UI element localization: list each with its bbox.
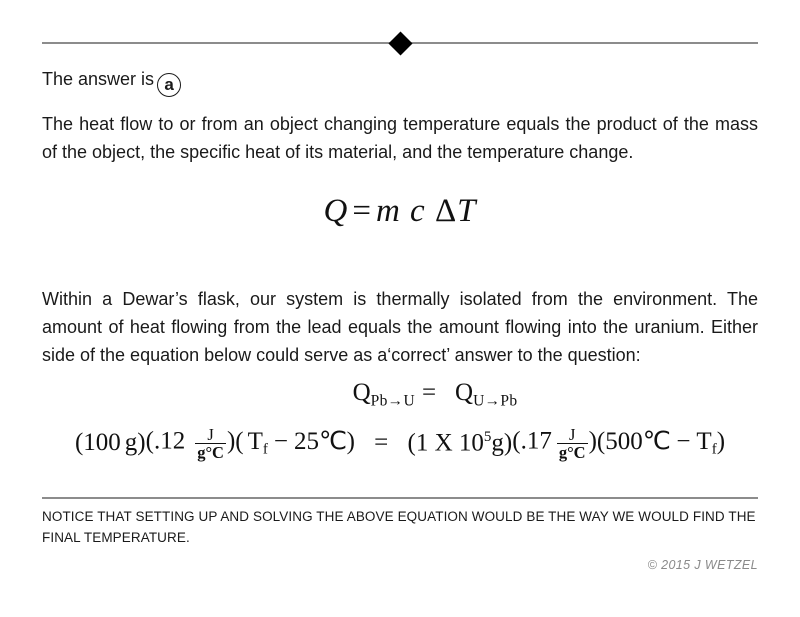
top-divider (42, 42, 758, 44)
left-mass-value: 100 (83, 428, 121, 456)
numeric-right-specific-heat-group: (.17 $\frac{J}{g^\circ C}$ ) (512, 425, 597, 463)
right-temp-initial: 500 (605, 428, 643, 456)
right-mass-exponent: 5 (483, 428, 492, 445)
numeric-left-specific-heat-group: (.12 $\frac{J}{g^\circ C}$ ) (145, 425, 236, 463)
right-specific-heat-unit (557, 426, 588, 461)
right-unit-numerator: J (568, 425, 576, 444)
right-temp-final: T (696, 428, 712, 456)
right-mass-unit: g (491, 428, 504, 456)
numeric-right-temp-group: (500℃ − $T_f$) (596, 428, 726, 458)
footer-divider (42, 497, 758, 499)
answer-prefix: The answer is (42, 69, 155, 89)
numeric-left-side: (100 g) (74, 428, 146, 456)
right-specific-heat-value: .17 (520, 427, 552, 455)
copyright-notice: © 2015 J WETZEL (647, 558, 758, 572)
main-equation (0, 193, 800, 230)
right-minus-sign: − (676, 428, 691, 456)
explanation-paragraph: The heat flow to or from an object changing temperature equals the product of the mass of the object, the specific heat of its material, and the temperature change. (42, 114, 758, 162)
right-unit-denominator: g°C (558, 443, 586, 463)
q-right-subscript: U→Pb (473, 392, 518, 410)
equation-specific-heat: c (410, 193, 426, 229)
footer-note: NOTICE THAT SETTING UP AND SOLVING THE ABOVE EQUATION WOULD BE THE WAY WE WOULD FIND THE FINAL TEMPERATURE. (42, 509, 756, 545)
numeric-equals: = (374, 428, 389, 456)
equation-mass: m (375, 193, 401, 229)
equation-temperature: T (457, 193, 477, 229)
right-mass-mantissa: 1 X 10 (415, 428, 484, 456)
dewar-paragraph: Within a Dewar’s flask, our system is thermally isolated from the environment. The amount of heat flowing from the lead equals the amount flowing into the uranium. Either side of the equation below could serve as a‘correct’ answer to the question: (42, 289, 758, 365)
left-unit-numerator: J (207, 425, 214, 444)
answer-choice-badge: a (157, 73, 181, 97)
equation-equals: = (352, 193, 372, 229)
left-temp-final-subscript: f (262, 441, 268, 458)
numeric-equation (0, 425, 800, 463)
heat-balance-equation (0, 379, 800, 410)
answer-line (42, 66, 181, 97)
numeric-right-mass-group: (1 X $10^5g$) (407, 428, 513, 456)
left-specific-heat-unit (195, 426, 226, 461)
numeric-left-temp-group: ( $T_f$ − 25℃) (235, 428, 355, 458)
equation-delta-symbol: Δ (434, 193, 458, 229)
q-right-symbol: Q (455, 379, 474, 406)
diamond-icon (388, 31, 412, 55)
q-equals: = (421, 379, 437, 406)
left-unit-denominator: g°C (197, 443, 224, 463)
q-left-symbol: Q (352, 379, 371, 406)
left-mass-unit: g (124, 428, 138, 456)
right-temp-unit: ℃ (642, 428, 671, 456)
q-left-subscript: Pb→U (370, 392, 415, 410)
left-temp-final: T (247, 428, 263, 456)
left-temp-unit: ℃ (319, 428, 347, 456)
left-specific-heat-value: .12 (153, 427, 186, 455)
equation-q: Q (323, 193, 349, 229)
left-minus-sign: − (273, 428, 288, 456)
left-temp-initial: 25 (294, 428, 319, 456)
right-temp-final-subscript: f (711, 441, 717, 458)
